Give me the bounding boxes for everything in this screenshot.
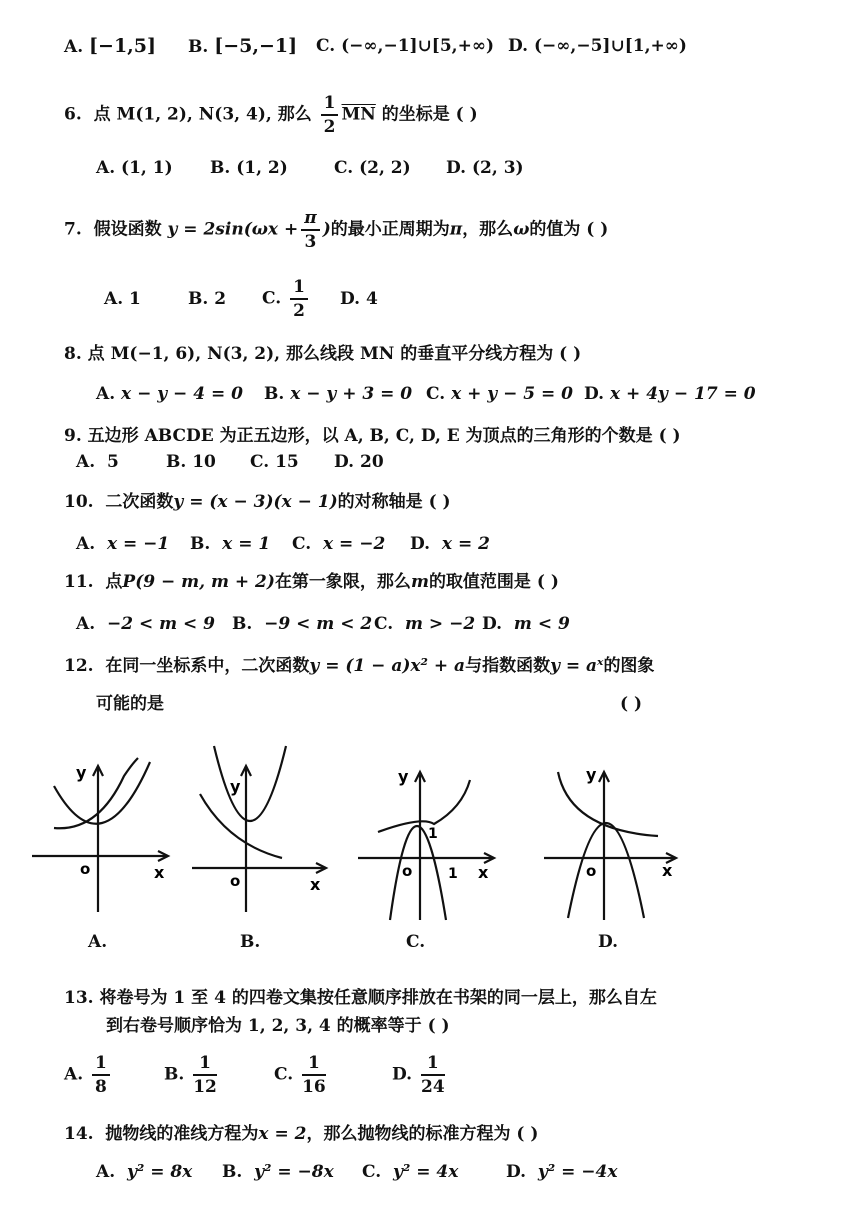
q6-stem: 6. 点 M(1, 2), N(3, 4), 那么 $\frac{1}{2}$ $\overline{MN}$ 的坐标是 ( ) bbox=[64, 93, 478, 137]
q13-stem-line2: 到右卷号顺序恰为 1, 2, 3, 4 的概率等于 ( ) bbox=[106, 1016, 450, 1036]
exponential-curve bbox=[200, 794, 282, 858]
q12-stem-line2: 可能的是 bbox=[96, 694, 164, 714]
q8-stem: 8. 点 M(−1, 6), N(3, 2), 那么线段 MN 的垂直平分线方程为 ( ) bbox=[64, 344, 582, 364]
parabola-curve bbox=[568, 823, 644, 918]
q5-option-c: C. (−∞,−1]∪[5,+∞) bbox=[316, 36, 495, 56]
origin-label: o bbox=[230, 872, 241, 890]
axis-x-label: x bbox=[478, 863, 489, 882]
q7-stem: 7. 假设函数 y = 2sin(ωx + $\frac{\pi}{3}$ )的最小正周期为π，那么ω的值为 ( ) bbox=[64, 208, 609, 252]
axis-y-label: y bbox=[398, 767, 409, 786]
q7-option-d: D. 4 bbox=[340, 289, 378, 309]
q9-stem: 9. 五边形 ABCDE 为正五边形，以 A, B, C, D, E 为顶点的三角形的个数是 ( ) bbox=[64, 426, 681, 446]
axis-x-label: x bbox=[310, 875, 321, 894]
q13-option-b: B. $\frac{1}{12}$ bbox=[164, 1053, 217, 1097]
q10-option-a: A. x = −1 bbox=[76, 534, 170, 554]
origin-label: o bbox=[402, 862, 413, 880]
q7-fraction: $\frac{\pi}{3}$ bbox=[301, 207, 319, 253]
q12-graph-c bbox=[352, 758, 502, 923]
q12-graph-d-label: D. bbox=[598, 932, 619, 952]
origin-label: o bbox=[586, 862, 597, 880]
q13-option-d: D. $\frac{1}{24}$ bbox=[392, 1053, 445, 1097]
q14-option-b: B. y² = −8x bbox=[222, 1162, 334, 1182]
q5-option-d: D. (−∞,−5]∪[1,+∞) bbox=[508, 36, 687, 56]
q12-stem: 12. 在同一坐标系中，二次函数y = (1 − a)x² + a与指数函数y = aˣ的图象 bbox=[64, 656, 655, 676]
q14-option-a: A. y² = 8x bbox=[96, 1162, 193, 1182]
q11-stem: 11. 点P(9 − m, m + 2)在第一象限，那么m的取值范围是 ( ) bbox=[64, 572, 559, 592]
q12-graph-b bbox=[188, 740, 338, 915]
q6-option-d: D. (2, 3) bbox=[446, 158, 524, 178]
q10-option-c: C. x = −2 bbox=[292, 534, 386, 554]
q6-option-a: A. (1, 1) bbox=[96, 158, 173, 178]
axis-y-label: y bbox=[230, 777, 241, 796]
q10-option-d: D. x = 2 bbox=[410, 534, 490, 554]
q11-option-a: A. −2 < m < 9 bbox=[76, 614, 216, 634]
q12-graph-b-label: B. bbox=[240, 932, 261, 952]
axis-y-label: y bbox=[76, 763, 87, 782]
q13-option-c: C. $\frac{1}{16}$ bbox=[274, 1053, 326, 1097]
parabola-curve bbox=[214, 746, 286, 821]
q6-fraction: $\frac{1}{2}$ bbox=[321, 92, 339, 138]
q14-option-d: D. y² = −4x bbox=[506, 1162, 618, 1182]
q7-option-b: B. 2 bbox=[188, 289, 227, 309]
q10-option-b: B. x = 1 bbox=[190, 534, 271, 554]
q13-option-a: A. $\frac{1}{8}$ bbox=[64, 1052, 113, 1098]
q13-stem-line1: 13. 将卷号为 1 至 4 的四卷文集按任意顺序排放在书架的同一层上，那么自左 bbox=[64, 988, 657, 1008]
q8-option-c: C. x + y − 5 = 0 bbox=[426, 384, 573, 404]
q8-option-d: D. x + 4y − 17 = 0 bbox=[584, 384, 756, 404]
origin-label: o bbox=[80, 860, 91, 878]
q12-graph-a bbox=[28, 752, 178, 917]
q7-option-c: C. $\frac{1}{2}$ bbox=[262, 276, 311, 322]
q9-option-c: C. 15 bbox=[250, 452, 299, 472]
q5-option-a: A. [−1,5] bbox=[64, 35, 156, 57]
q7-option-a: A. 1 bbox=[104, 289, 141, 309]
q5-option-b: B. [−5,−1] bbox=[188, 35, 298, 57]
exponential-curve bbox=[378, 780, 470, 832]
parabola-curve bbox=[54, 762, 150, 824]
q11-option-c: C. m > −2 bbox=[374, 614, 476, 634]
q14-stem: 14. 抛物线的准线方程为x = 2，那么抛物线的标准方程为 ( ) bbox=[64, 1124, 539, 1144]
q9-option-a: A. 5 bbox=[76, 452, 119, 472]
axis-x-label: x bbox=[662, 861, 673, 880]
q9-option-d: D. 20 bbox=[334, 452, 384, 472]
axis-y-label: y bbox=[586, 765, 597, 784]
q14-option-c: C. y² = 4x bbox=[362, 1162, 459, 1182]
q12-graph-c-label: C. bbox=[406, 932, 426, 952]
q6-option-b: B. (1, 2) bbox=[210, 158, 288, 178]
q8-option-b: B. x − y + 3 = 0 bbox=[264, 384, 413, 404]
q11-option-b: B. −9 < m < 2 bbox=[232, 614, 373, 634]
q8-option-a: A. x − y − 4 = 0 bbox=[96, 384, 243, 404]
q12-graph-a-label: A. bbox=[88, 932, 108, 952]
q11-option-d: D. m < 9 bbox=[482, 614, 570, 634]
q12-graph-d bbox=[540, 758, 690, 923]
one-label-x: 1 bbox=[448, 866, 458, 882]
one-label-y: 1 bbox=[428, 826, 438, 842]
q9-option-b: B. 10 bbox=[166, 452, 216, 472]
q10-stem: 10. 二次函数y = (x − 3)(x − 1)的对称轴是 ( ) bbox=[64, 492, 451, 512]
q6-option-c: C. (2, 2) bbox=[334, 158, 411, 178]
q12-answer-paren: ( ) bbox=[620, 694, 643, 714]
axis-x-label: x bbox=[154, 863, 165, 882]
